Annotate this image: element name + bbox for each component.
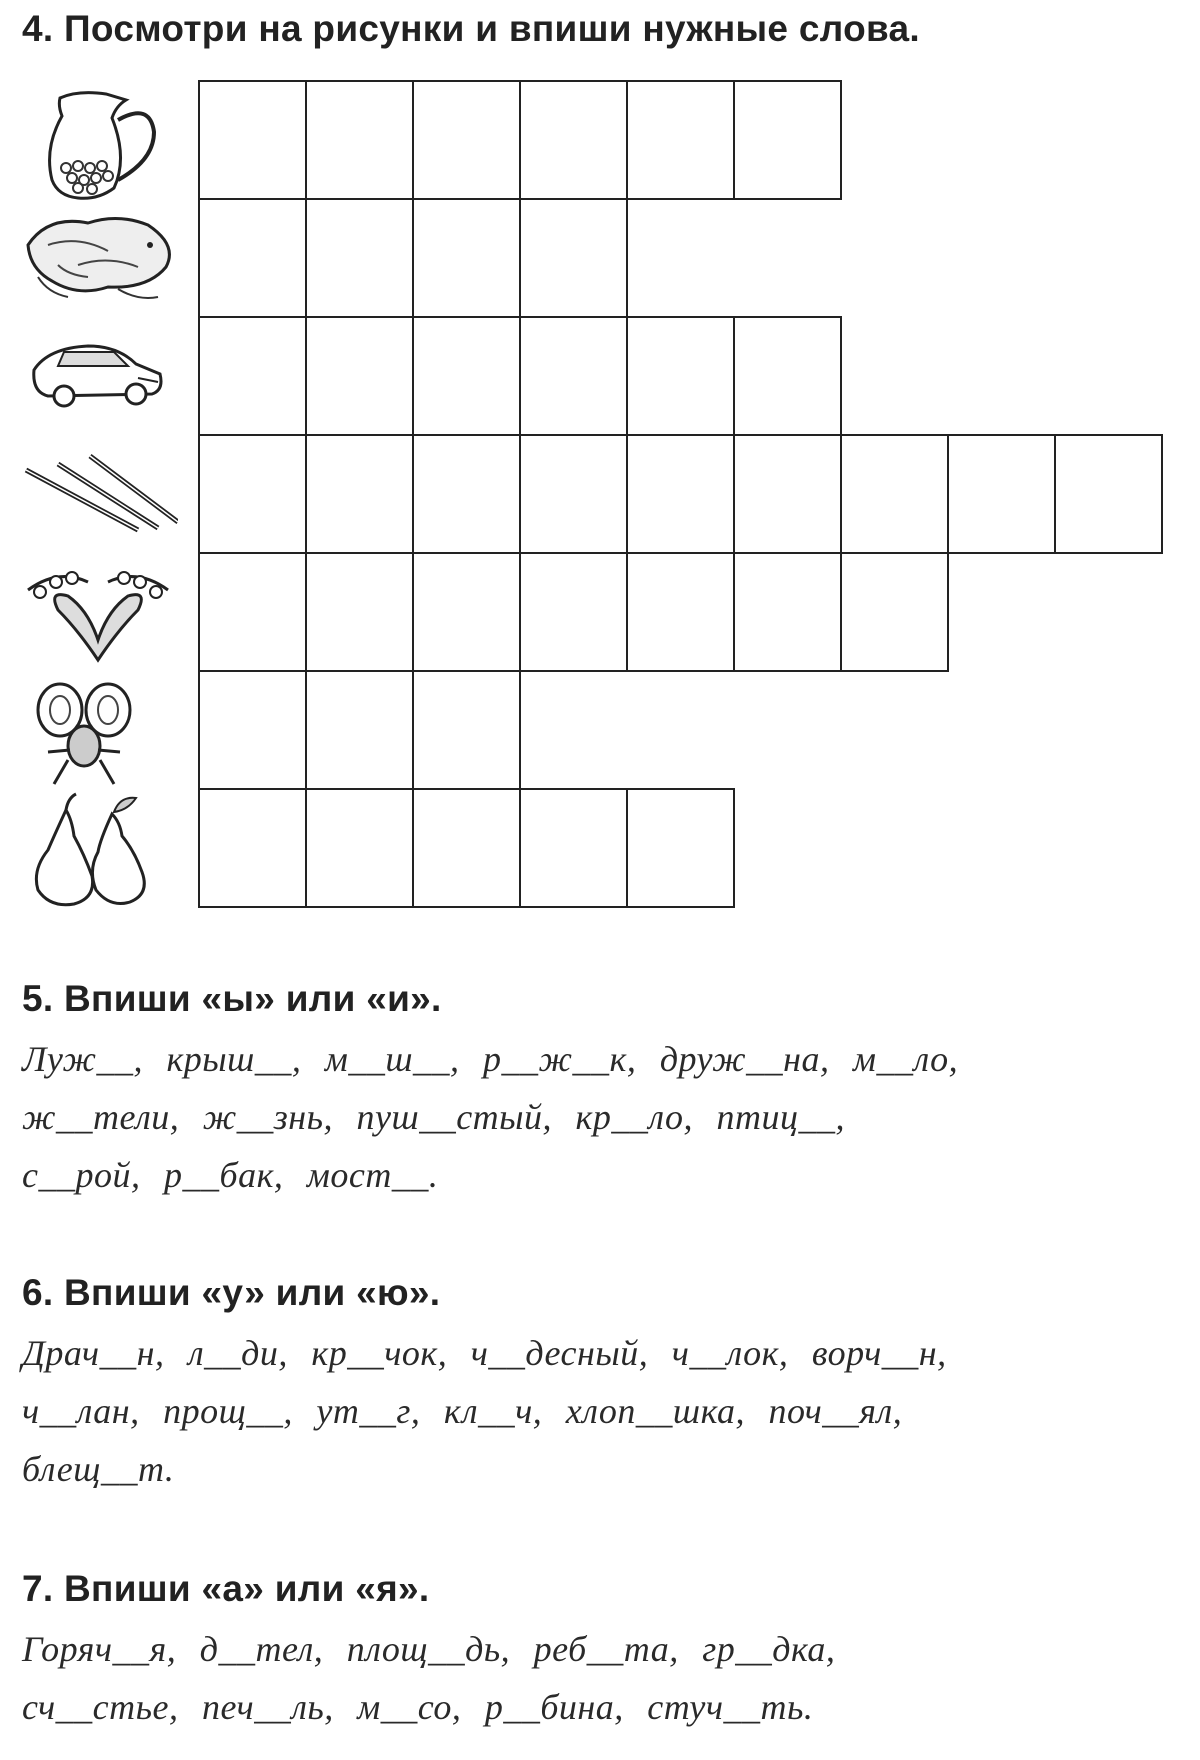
crossword-cell[interactable]: [412, 198, 521, 318]
pears-icon: [18, 790, 183, 910]
task7-line: сч__стье, печ__ль, м__со, р__бина, стуч__ть.: [22, 1687, 814, 1727]
crossword-cell[interactable]: [198, 552, 307, 672]
crossword-cell[interactable]: [733, 434, 842, 554]
crossword-cell[interactable]: [305, 788, 414, 908]
crossword-cell[interactable]: [198, 670, 307, 790]
crossword-cell[interactable]: [840, 552, 949, 672]
task5-line: Луж__, крыш__, м__ш__, р__ж__к, друж__на, м__ло,: [22, 1039, 959, 1079]
crossword-cell[interactable]: [305, 198, 414, 318]
task5-line: ж__тели, ж__знь, пуш__стый, кр__ло, птиц__,: [22, 1097, 846, 1137]
crossword-cell[interactable]: [305, 316, 414, 436]
task7-line: Горяч__я, д__тел, площ__дь, реб__та, гр__дка,: [22, 1629, 836, 1669]
car-icon: [18, 330, 183, 410]
crossword-cell[interactable]: [198, 788, 307, 908]
task6-heading: 6. Впиши «у» или «ю».: [22, 1272, 441, 1313]
crossword-cell[interactable]: [626, 552, 735, 672]
task7-exercise: [22, 1620, 1182, 1736]
crossword-cell[interactable]: [840, 434, 949, 554]
crossword-cell[interactable]: [519, 198, 628, 318]
crossword-row-2: [198, 198, 626, 318]
pencils-icon: [18, 450, 183, 540]
crossword-row-5: [198, 552, 947, 672]
crossword-cell[interactable]: [198, 198, 307, 318]
crossword-row-3: [198, 316, 840, 436]
task5-exercise: [22, 1030, 1182, 1204]
crossword-cell[interactable]: [626, 434, 735, 554]
task5-heading: 5. Впиши «ы» или «и».: [22, 978, 442, 1019]
crossword-cell[interactable]: [305, 80, 414, 200]
crossword-cell[interactable]: [305, 670, 414, 790]
task6-line: ч__лан, прощ__, ут__г, кл__ч, хлоп__шка, поч__ял,: [22, 1391, 903, 1431]
crossword-cell[interactable]: [198, 80, 307, 200]
crossword-cell[interactable]: [626, 316, 735, 436]
crossword-cell[interactable]: [412, 316, 521, 436]
crossword-cell[interactable]: [198, 316, 307, 436]
crossword-cell[interactable]: [519, 788, 628, 908]
crossword-cell[interactable]: [519, 552, 628, 672]
crossword-cell[interactable]: [1054, 434, 1163, 554]
task6-line: Драч__н, л__ди, кр__чок, ч__десный, ч__лок, ворч__н,: [22, 1333, 947, 1373]
crossword-cell[interactable]: [305, 552, 414, 672]
crossword-cell[interactable]: [198, 434, 307, 554]
task5-line: с__рой, р__бак, мост__.: [22, 1155, 439, 1195]
crossword-cell[interactable]: [412, 434, 521, 554]
crossword-cell[interactable]: [412, 552, 521, 672]
crossword-cell[interactable]: [733, 80, 842, 200]
crossword-cell[interactable]: [733, 552, 842, 672]
mouse-icon: [18, 205, 183, 305]
lily-of-the-valley-icon: [18, 560, 183, 670]
crossword-row-6: [198, 670, 519, 790]
crossword-cell[interactable]: [626, 80, 735, 200]
crossword-cell[interactable]: [519, 80, 628, 200]
crossword-row-7: [198, 788, 733, 908]
crossword-cell[interactable]: [626, 788, 735, 908]
task4-heading: 4. Посмотри на рисунки и впиши нужные слова.: [22, 8, 920, 49]
beetle-icon: [18, 680, 183, 790]
crossword-cell[interactable]: [733, 316, 842, 436]
crossword-cell[interactable]: [412, 788, 521, 908]
crossword-cell[interactable]: [412, 80, 521, 200]
crossword-cell[interactable]: [519, 316, 628, 436]
crossword-cell[interactable]: [947, 434, 1056, 554]
crossword-cell[interactable]: [519, 434, 628, 554]
task7-heading: 7. Впиши «а» или «я».: [22, 1568, 430, 1609]
jug-icon: [18, 88, 183, 203]
crossword-cell[interactable]: [305, 434, 414, 554]
task6-exercise: [22, 1324, 1182, 1498]
crossword-row-1: [198, 80, 840, 200]
crossword-row-4: [198, 434, 1161, 554]
crossword-cell[interactable]: [412, 670, 521, 790]
task6-line: блещ__т.: [22, 1449, 175, 1489]
